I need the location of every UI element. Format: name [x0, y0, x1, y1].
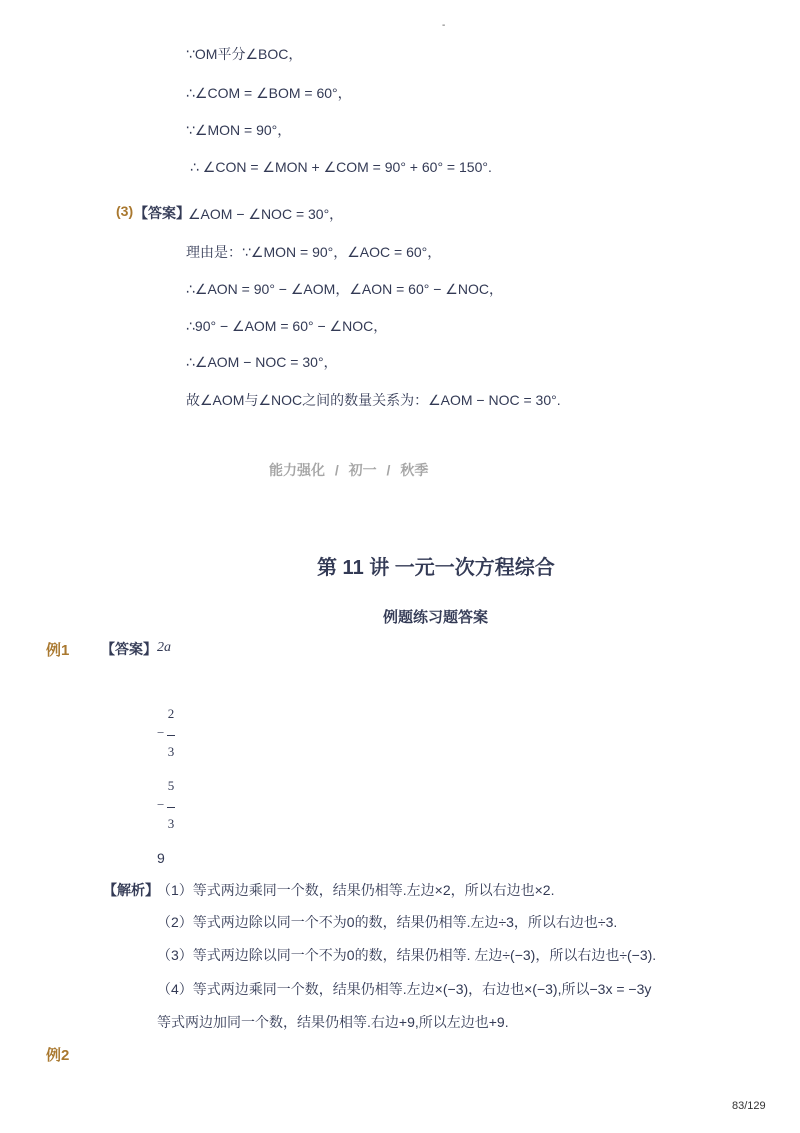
part3-line-5: 故∠AOM与∠NOC之间的数量关系为：∠AOM − NOC = 30°.: [186, 392, 561, 408]
fraction-denominator: 3: [167, 816, 175, 831]
analysis-line-1: （1）等式两边乘同一个数，结果仍相等.左边×2，所以右边也×2.: [157, 882, 555, 898]
fraction-sign: −: [157, 797, 165, 812]
section-title: 例题练习题答案: [383, 609, 489, 626]
part3-line-1: 理由是：∵∠MON = 90°，∠AOC = 60°，: [186, 244, 442, 260]
part3-label: (3): [116, 203, 134, 219]
example2-label: 例2: [46, 1047, 70, 1064]
part3-line-2: ∴∠AON = 90° − ∠AOM，∠AON = 60° − ∠NOC，: [186, 281, 503, 297]
part3-line-4: ∴∠AOM − NOC = 30°，: [186, 354, 338, 370]
part2-line-4: ∴ ∠CON = ∠MON + ∠COM = 90° + 60° = 150°.: [190, 159, 492, 175]
fraction-bar: [167, 735, 175, 736]
example1-fraction-1: [157, 706, 181, 759]
top-mark: -: [442, 20, 446, 31]
part3-answer-tag: 【答案】: [134, 205, 190, 221]
analysis-line-2: （2）等式两边除以同一个不为0的数，结果仍相等.左边÷3，所以右边也÷3.: [157, 914, 618, 930]
part2-line-2: ∴∠COM = ∠BOM = 60°，: [186, 85, 352, 101]
page-number: 83/129: [732, 1100, 766, 1112]
example1-answer-tag: 【答案】: [101, 641, 157, 657]
example1-answer-last: 9: [157, 850, 165, 866]
part2-line-3: ∵∠MON = 90°，: [186, 122, 292, 138]
page-footer: 能力强化 / 初一 / 秋季: [269, 462, 429, 478]
example1-fraction-2: [157, 778, 181, 831]
analysis-line-3: （3）等式两边除以同一个不为0的数，结果仍相等. 左边÷(−3)，所以右边也÷(−3).: [157, 947, 657, 963]
analysis-line-5: 等式两边加同一个数，结果仍相等.右边+9,所以左边也+9.: [157, 1014, 509, 1030]
example1-answer-first: 2a: [157, 640, 171, 655]
lecture-title: 第 11 讲 一元一次方程综合: [317, 557, 555, 579]
fraction-numerator: 2: [167, 706, 175, 721]
fraction-bar: [167, 807, 175, 808]
fraction-denominator: 3: [167, 744, 175, 759]
fraction-numerator: 5: [167, 778, 175, 793]
part3-line-3: ∴90° − ∠AOM = 60° − ∠NOC，: [186, 318, 388, 334]
example1-label: 例1: [46, 642, 70, 659]
part2-line-1: ∵OM平分∠BOC，: [186, 46, 303, 62]
analysis-line-4: （4）等式两边乘同一个数，结果仍相等.左边×(−3)，右边也×(−3),所以−3x = −3y: [157, 981, 652, 997]
part3-answer: ∠AOM − ∠NOC = 30°，: [188, 206, 344, 222]
example1-analysis-tag: 【解析】: [103, 882, 159, 898]
fraction-sign: −: [157, 725, 165, 740]
